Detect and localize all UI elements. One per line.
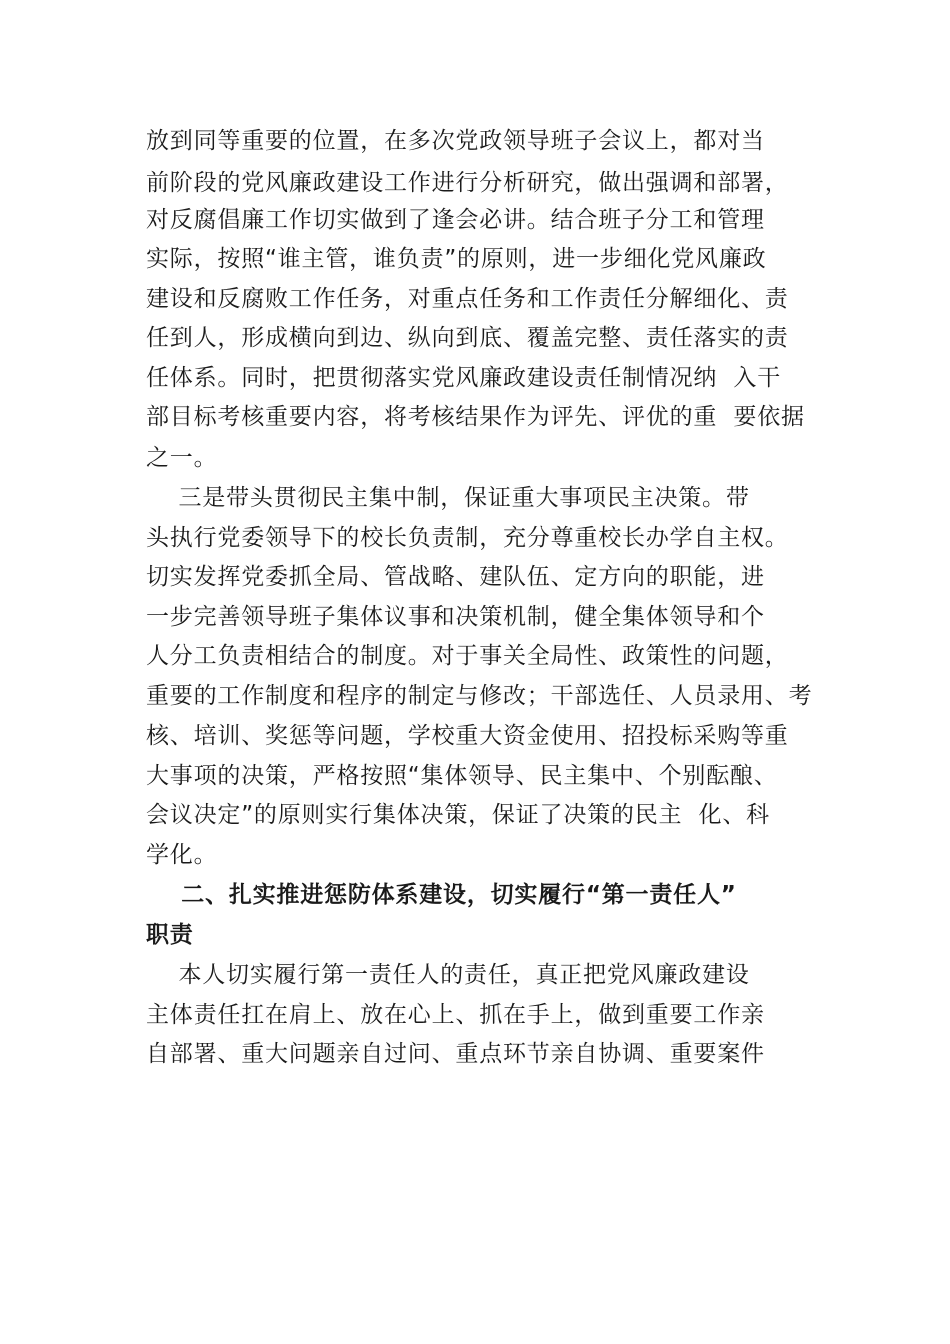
text-line: 主体责任扛在肩上、放在心上、抓在手上，做到重要工作亲 bbox=[146, 1002, 765, 1028]
text-line: 核、培训、奖惩等问题，学校重大资金使用、招投标采购等重 bbox=[146, 723, 789, 749]
section-heading-continued: 职责 bbox=[146, 922, 194, 948]
paragraph-start-line: 三是带头贯彻民主集中制，保证重大事项民主决策。带 bbox=[146, 485, 750, 511]
text-line: 头执行党委领导下的校长负责制，充分尊重校长办学自主权。 bbox=[146, 525, 789, 551]
text-line: 对反腐倡廉工作切实做到了逢会必讲。结合班子分工和管理 bbox=[146, 207, 765, 233]
text-line: 之一。 bbox=[146, 445, 218, 471]
text-line: 会议决定”的原则实行集体决策，保证了决策的民主 化、科 bbox=[146, 802, 770, 828]
section-heading: 二、扎实推进惩防体系建设，切实履行“第一责任人” bbox=[146, 882, 737, 908]
text-line: 重要的工作制度和程序的制定与修改；干部选任、人员录用、考 bbox=[146, 683, 813, 709]
text-line: 任体系。同时，把贯彻落实党风廉政建设责任制情况纳 入干 bbox=[146, 365, 782, 391]
text-line: 一步完善领导班子集体议事和决策机制，健全集体领导和个 bbox=[146, 604, 765, 630]
text-line: 任到人，形成横向到边、纵向到底、覆盖完整、责任落实的责 bbox=[146, 325, 789, 351]
text-line: 切实发挥党委抓全局、管战略、建队伍、定方向的职能，进 bbox=[146, 564, 765, 590]
text-line: 前阶段的党风廉政建设工作进行分析研究，做出强调和部署， bbox=[146, 170, 789, 196]
text-line: 自部署、重大问题亲自过问、重点环节亲自协调、重要案件 bbox=[146, 1041, 765, 1067]
text-line: 大事项的决策，严格按照“集体领导、民主集中、个别酝酿、 bbox=[146, 763, 778, 789]
text-line: 部目标考核重要内容，将考核结果作为评先、评优的重 要依据 bbox=[146, 404, 805, 430]
text-line: 学化。 bbox=[146, 842, 218, 868]
text-line: 建设和反腐败工作任务，对重点任务和工作责任分解细化、责 bbox=[146, 286, 789, 312]
text-line: 人分工负责相结合的制度。对于事关全局性、政策性的问题， bbox=[146, 643, 789, 669]
text-line: 实际，按照“谁主管，谁负责”的原则，进一步细化党风廉政 bbox=[146, 246, 767, 272]
paragraph-start-line: 本人切实履行第一责任人的责任，真正把党风廉政建设 bbox=[146, 962, 750, 988]
text-line: 放到同等重要的位置，在多次党政领导班子会议上，都对当 bbox=[146, 128, 765, 154]
